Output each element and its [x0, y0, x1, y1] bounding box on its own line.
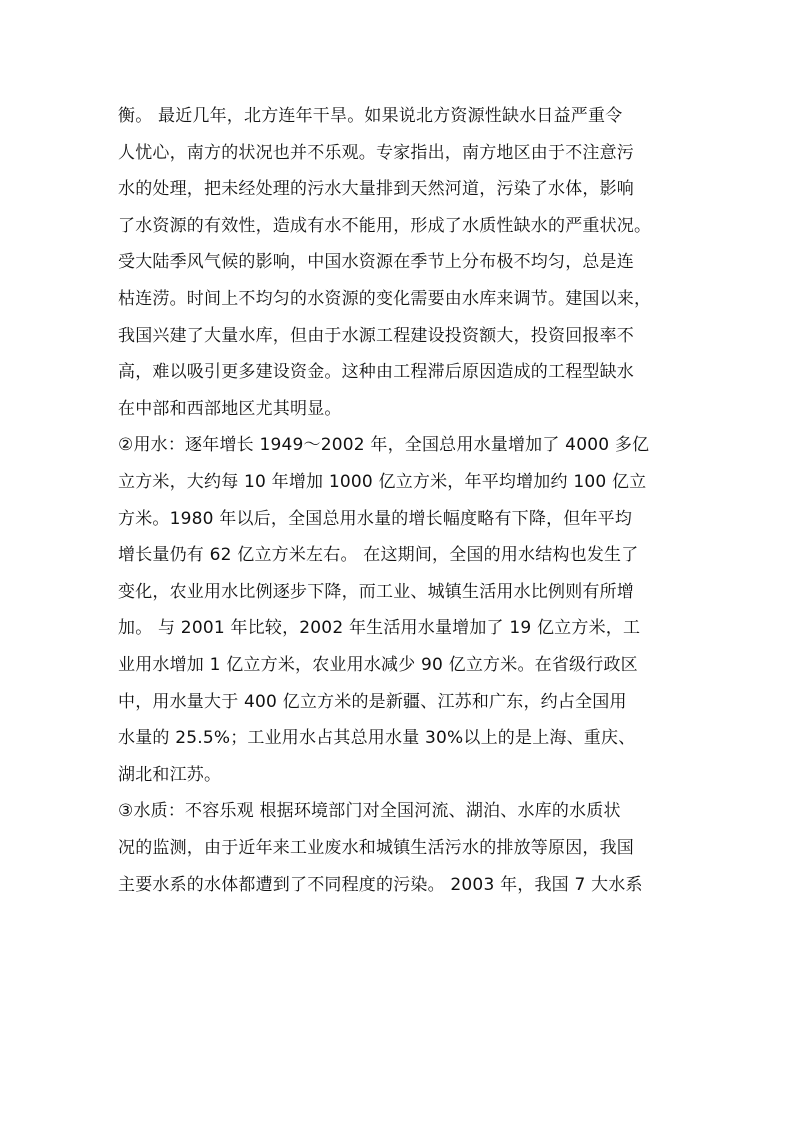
text-line: 人忧心，南方的状况也并不乐观。专家指出，南方地区由于不注意污 — [118, 142, 634, 163]
text-line: ③水质：不容乐观 根据环境部门对全国河流、湖泊、水库的水质状 — [118, 801, 621, 822]
text-line: 受大陆季风气候的影响，中国水资源在季节上分布极不均匀，总是连 — [118, 252, 634, 273]
text-line: 主要水系的水体都遭到了不同程度的污染。 2003 年，我国 7 大水系 — [118, 874, 643, 895]
text-line: ②用水：逐年增长 1949～2002 年，全国总用水量增加了 4000 多亿 — [118, 435, 650, 456]
text-line: 了水资源的有效性，造成有水不能用，形成了水质性缺水的严重状况。 — [118, 215, 652, 236]
text-line: 湖北和江苏。 — [118, 764, 222, 785]
text-line: 在中部和西部地区尤其明显。 — [118, 398, 342, 419]
text-line: 变化，农业用水比例逐步下降，而工业、城镇生活用水比例则有所增 — [118, 581, 634, 602]
text-line: 方米。1980 年以后，全国总用水量的增长幅度略有下降，但年平均 — [118, 508, 633, 529]
text-line: 业用水增加 1 亿立方米，农业用水减少 90 亿立方米。在省级行政区 — [118, 655, 638, 675]
text-line: 高，难以吸引更多建设资金。这种由工程滞后原因造成的工程型缺水 — [118, 362, 634, 383]
text-line: 加。 与 2001 年比较，2002 年生活用水量增加了 19 亿立方米，工 — [118, 618, 641, 639]
text-line: 中，用水量大于 400 亿立方米的是新疆、江苏和广东，约占全国用 — [118, 691, 627, 712]
text-line: 立方米，大约每 10 年增加 1000 亿立方米，年平均增加约 100 亿立 — [118, 472, 647, 492]
text-line: 增长量仍有 62 亿立方米左右。 在这期间，全国的用水结构也发生了 — [118, 545, 639, 566]
text-line: 况的监测，由于近年来工业废水和城镇生活污水的排放等原因，我国 — [118, 838, 634, 858]
text-line: 我国兴建了大量水库，但由于水源工程建设投资额大，投资回报率不 — [118, 325, 634, 346]
text-line: 水的处理，把未经处理的污水大量排到天然河道，污染了水体，影响 — [118, 179, 634, 200]
text-line: 衡。 最近几年，北方连年干旱。如果说北方资源性缺水日益严重令 — [118, 106, 623, 126]
text-line: 枯连涝。时间上不均匀的水资源的变化需要由水库来调节。建国以来， — [118, 289, 652, 309]
text-line: 水量的 25.5%；工业用水占其总用水量 30%以上的是上海、重庆、 — [118, 728, 636, 749]
